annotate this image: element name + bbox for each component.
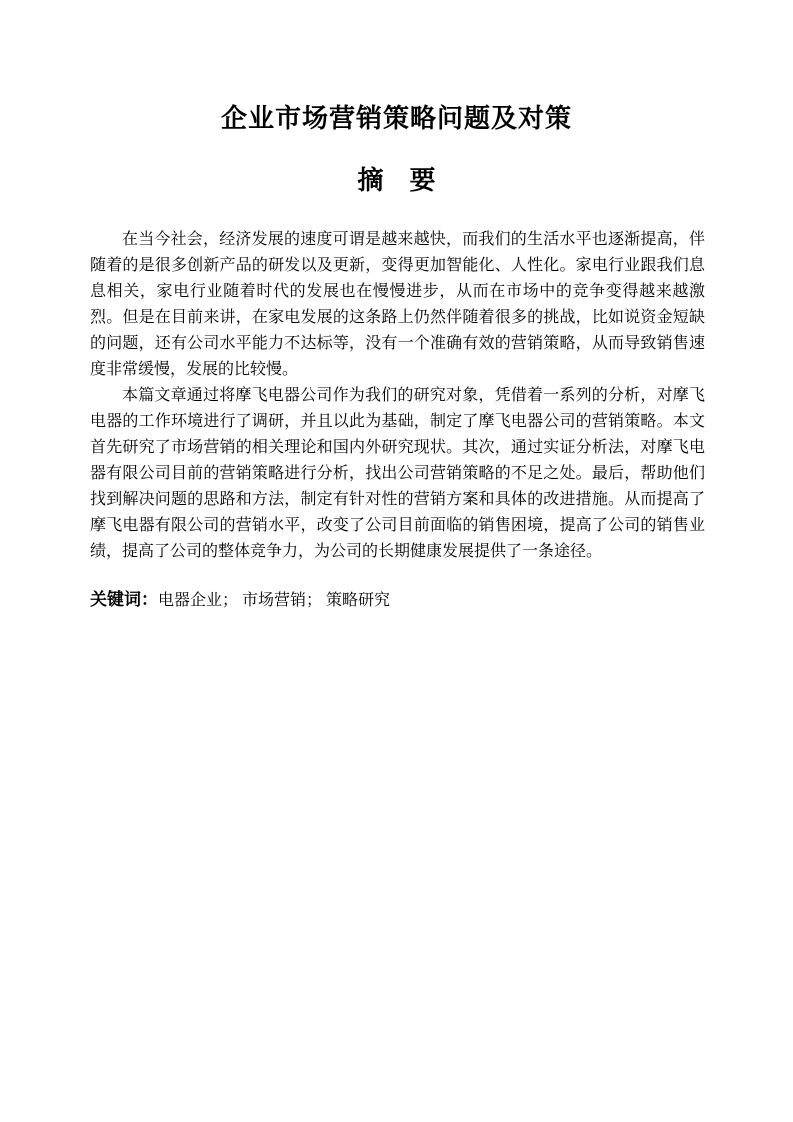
abstract-heading: 摘 要 (357, 165, 436, 195)
abstract-body (90, 227, 705, 565)
abstract-paragraph-2: 本篇文章通过将摩飞电器公司作为我们的研究对象，凭借着一系列的分析，对摩飞电器的工作环境进行了调研，并且以此为基础，制定了摩飞电器公司的营销策略。本文首先研究了市场营销的相关理论和国内外研究现状。其次，通过实证分析法，对摩飞电器有限公司目前的营销策略进行分析，找出公司营销策略的不足之处。最后，帮助他们找到解决问题的思路和方法，制定有针对性的营销方案和具体的改进措施。从而提高了摩飞电器有限公司的营销水平，改变了公司目前面临的销售困境，提高了公司的销售业绩，提高了公司的整体竞争力，为公司的长期健康发展提供了一条途径。 (90, 387, 705, 560)
keywords-label: 关键词： (90, 590, 158, 609)
abstract-paragraph-1: 在当今社会，经济发展的速度可谓是越来越快，而我们的生活水平也逐渐提高，伴随着的是很多创新产品的研发以及更新，变得更加智能化、人性化。家电行业跟我们息息相关，家电行业随着时代的发展也在慢慢进步，从而在市场中的竞争变得越来越激烈。但是在目前来讲，在家电发展的这条路上仍然伴随着很多的挑战，比如说资金短缺的问题，还有公司水平能力不达标等，没有一个准确有效的营销策略，从而导致销售速度非常缓慢，发展的比较慢。 (90, 231, 705, 378)
keywords-text: 电器企业； 市场营销； 策略研究 (158, 592, 391, 609)
document-title: 企业市场营销策略问题及对策 (220, 103, 572, 133)
keywords-line (90, 587, 705, 614)
